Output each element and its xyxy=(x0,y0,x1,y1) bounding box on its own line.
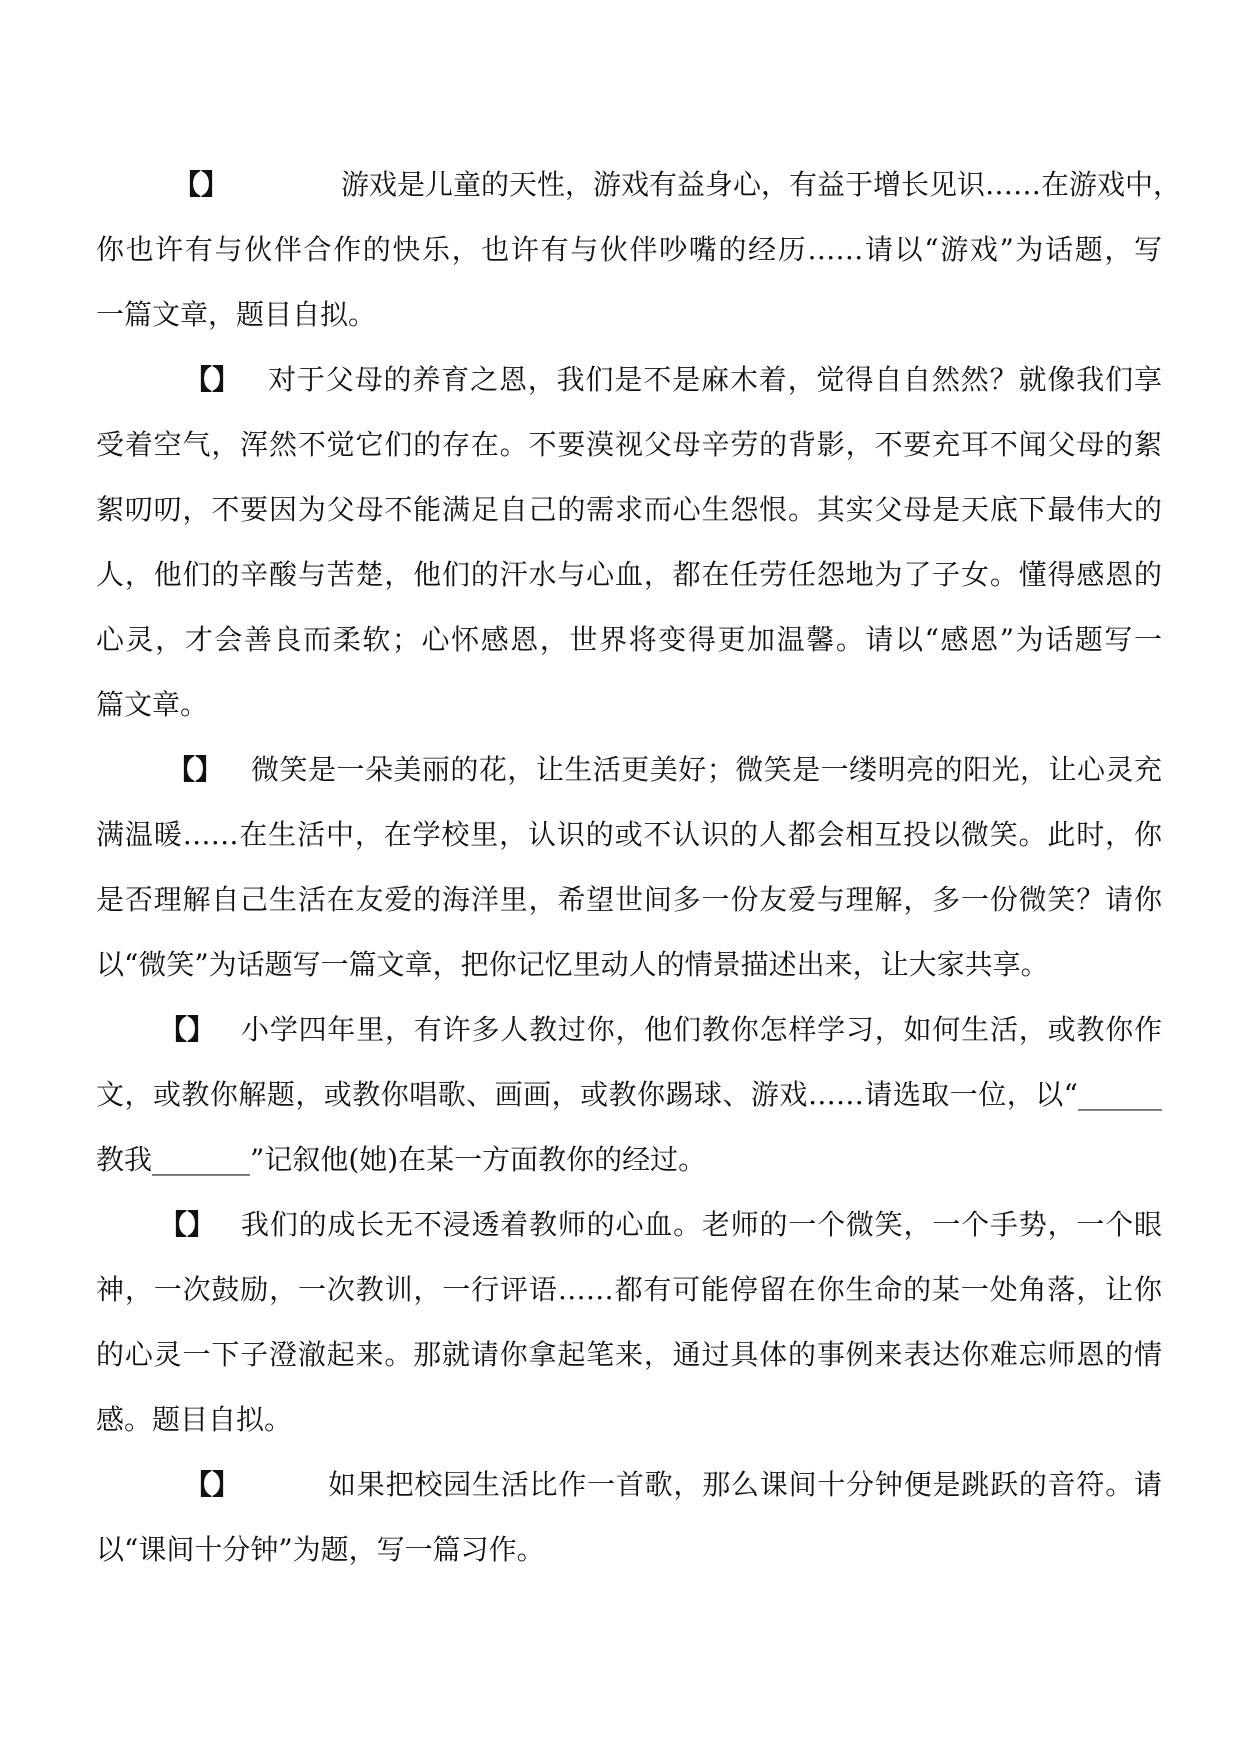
text-line: 以“微笑”为话题写一篇文章，把你记忆里动人的情景描述出来，让大家共享。 xyxy=(96,948,1049,981)
text-content: 游戏是儿童的天性，游戏有益身心，有益于增长见识……在游戏中， xyxy=(341,168,1182,201)
text-content: 如果把校园生活比作一首歌，那么课间十分钟便是跳跃的音符。请 xyxy=(328,1468,1162,1501)
text-line xyxy=(96,997,1162,1062)
essay-prompt-paragraph xyxy=(96,737,1162,997)
question-number-bracket: 【】 xyxy=(184,363,241,396)
text-line: 受着空气，浑然不觉它们的存在。不要漠视父母辛劳的背影，不要充耳不闻父母的絮 xyxy=(96,428,1162,461)
text-content: 小学四年里，有许多人教过你，他们教你怎样学习，如何生活，或教你作 xyxy=(241,1013,1162,1046)
text-line: 一篇文章，题目自拟。 xyxy=(96,298,377,331)
text-line: 人，他们的辛酸与苦楚，他们的汗水与心血，都在任劳任怨地为了子女。懂得感恩的 xyxy=(96,558,1162,591)
text-line: 心灵，才会善良而柔软；心怀感恩，世界将变得更加温馨。请以“感恩”为话题写一 xyxy=(96,623,1162,656)
text-line: 文，或教你解题，或教你唱歌、画画，或教你踢球、游戏……请选取一位，以“______ xyxy=(96,1078,1162,1111)
text-line xyxy=(96,1452,1162,1517)
text-content: 我们的成长无不浸透着教师的心血。老师的一个微笑，一个手势，一个眼 xyxy=(241,1208,1162,1241)
question-number-bracket: 【】 xyxy=(184,1468,241,1501)
essay-prompt-paragraph xyxy=(96,347,1162,737)
question-number-bracket: 【】 xyxy=(159,1208,216,1241)
text-line: 的心灵一下子澄澈起来。那就请你拿起笔来，通过具体的事例来表达你难忘师恩的情 xyxy=(96,1338,1162,1371)
essay-prompt-paragraph xyxy=(96,997,1162,1192)
question-number-bracket: 【】 xyxy=(167,753,224,786)
text-line: 是否理解自己生活在友爱的海洋里，希望世间多一份友爱与理解，多一份微笑？请你 xyxy=(96,883,1162,916)
text-content: 对于父母的养育之恩，我们是不是麻木着，觉得自自然然？就像我们享 xyxy=(268,363,1162,396)
text-line: 满温暖……在生活中，在学校里，认识的或不认识的人都会相互投以微笑。此时，你 xyxy=(96,818,1162,851)
text-line xyxy=(96,152,1182,217)
question-number-bracket: 【】 xyxy=(173,168,230,201)
text-line: 教我_______”记叙他(她)在某一方面教你的经过。 xyxy=(96,1143,707,1176)
essay-prompt-paragraph xyxy=(96,1192,1162,1452)
document-page xyxy=(96,152,1182,1582)
essay-prompt-paragraph xyxy=(96,152,1182,347)
text-line: 以“课间十分钟”为题，写一篇习作。 xyxy=(96,1533,545,1566)
essay-prompt-paragraph xyxy=(96,1452,1162,1582)
text-line: 篇文章。 xyxy=(96,688,209,721)
text-content: 微笑是一朵美丽的花，让生活更美好；微笑是一缕明亮的阳光，让心灵充 xyxy=(251,753,1162,786)
text-line: 絮叨叨，不要因为父母不能满足自己的需求而心生怨恨。其实父母是天底下最伟大的 xyxy=(96,493,1162,526)
text-line xyxy=(96,1192,1162,1257)
text-line: 感。题目自拟。 xyxy=(96,1403,293,1436)
text-line xyxy=(96,737,1162,802)
text-line: 你也许有与伙伴合作的快乐，也许有与伙伴吵嘴的经历……请以“游戏”为话题，写 xyxy=(96,233,1162,266)
text-line: 神，一次鼓励，一次教训，一行评语……都有可能停留在你生命的某一处角落，让你 xyxy=(96,1273,1162,1306)
text-line xyxy=(96,347,1162,412)
question-number-bracket: 【】 xyxy=(159,1013,216,1046)
